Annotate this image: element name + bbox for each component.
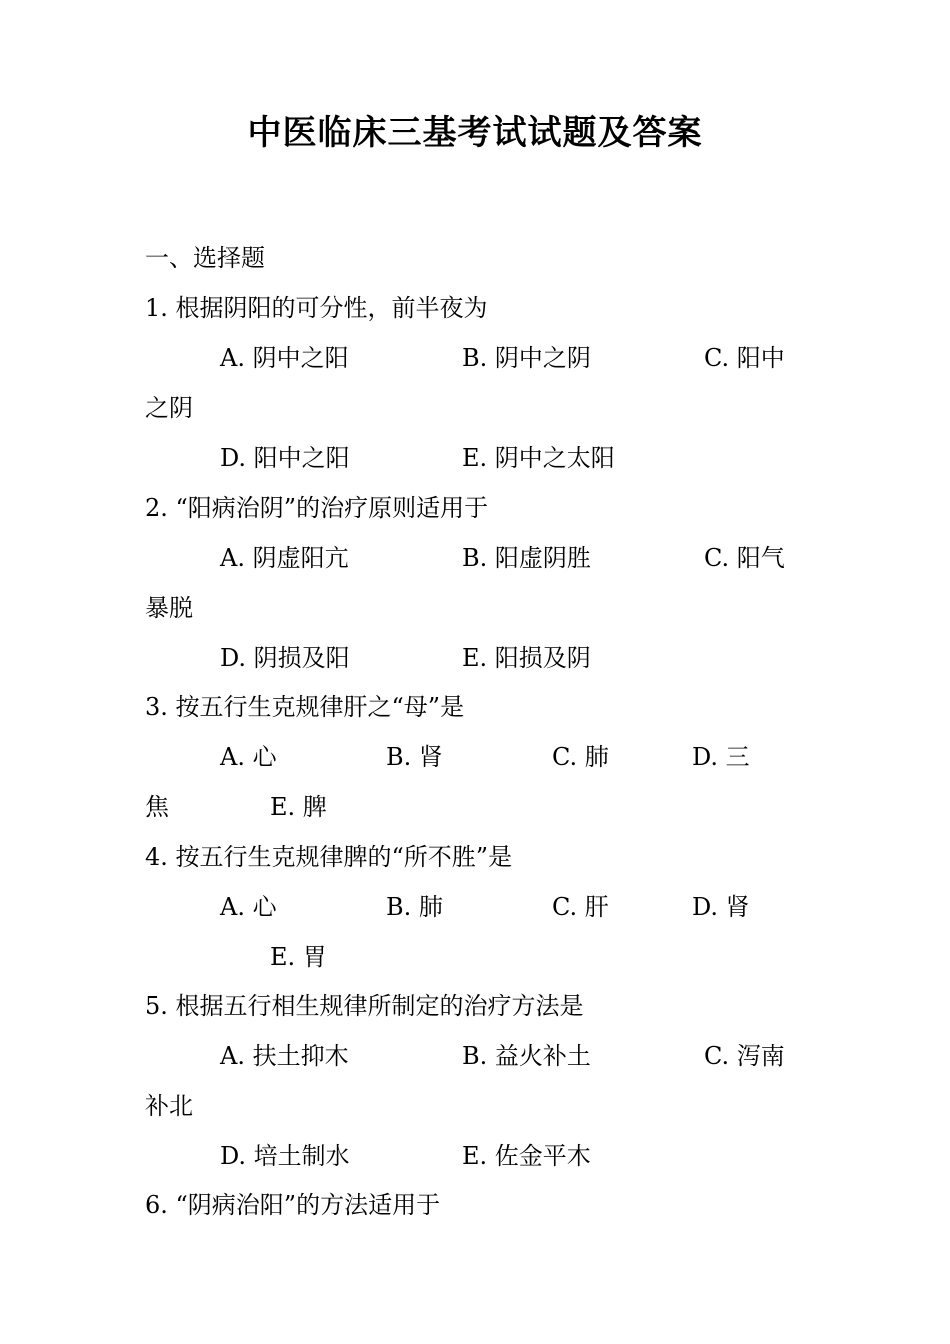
q2-option-c: C. 阳气 xyxy=(704,544,785,572)
section-heading: 一、选择题 xyxy=(145,244,265,272)
q2-option-a: A. 阴虚阳亢 xyxy=(220,544,349,572)
q1-option-c: C. 阳中 xyxy=(704,344,785,372)
question-5-stem: 5. 根据五行相生规律所制定的治疗方法是 xyxy=(145,992,584,1020)
q1-option-b: B. 阴中之阴 xyxy=(462,344,591,372)
q3-option-e: E. 脾 xyxy=(270,793,327,821)
q5-option-b: B. 益火补土 xyxy=(462,1042,591,1070)
q2-option-c-wrap: 暴脱 xyxy=(145,594,193,622)
page-title: 中医临床三基考试试题及答案 xyxy=(247,113,703,153)
question-3-stem: 3. 按五行生克规律肝之“母”是 xyxy=(145,693,465,721)
q3-option-d-wrap: 焦 xyxy=(145,793,169,821)
question-2-stem: 2. “阳病治阴”的治疗原则适用于 xyxy=(145,494,489,522)
q4-option-b: B. 肺 xyxy=(386,893,443,921)
q5-option-c-wrap: 补北 xyxy=(145,1092,193,1120)
q3-option-c: C. 肺 xyxy=(552,743,609,771)
q2-option-e: E. 阳损及阴 xyxy=(462,644,591,672)
q4-option-c: C. 肝 xyxy=(552,893,609,921)
q1-option-a: A. 阴中之阳 xyxy=(220,344,349,372)
q3-option-d: D. 三 xyxy=(692,743,750,771)
q5-option-a: A. 扶土抑木 xyxy=(220,1042,349,1070)
q4-option-e: E. 胃 xyxy=(270,943,327,971)
question-1-stem: 1. 根据阴阳的可分性，前半夜为 xyxy=(145,294,488,322)
q1-option-d: D. 阳中之阳 xyxy=(220,444,350,472)
q5-option-c: C. 泻南 xyxy=(704,1042,785,1070)
q1-option-c-wrap: 之阴 xyxy=(145,394,193,422)
q3-option-b: B. 肾 xyxy=(386,743,443,771)
q4-option-a: A. 心 xyxy=(220,893,277,921)
q1-option-e: E. 阴中之太阳 xyxy=(462,444,615,472)
q4-option-d: D. 肾 xyxy=(692,893,750,921)
q5-option-e: E. 佐金平木 xyxy=(462,1142,591,1170)
q2-option-d: D. 阴损及阳 xyxy=(220,644,350,672)
q2-option-b: B. 阳虚阴胜 xyxy=(462,544,591,572)
q5-option-d: D. 培土制水 xyxy=(220,1142,350,1170)
question-4-stem: 4. 按五行生克规律脾的“所不胜”是 xyxy=(145,843,513,871)
question-6-stem: 6. “阴病治阳”的方法适用于 xyxy=(145,1191,441,1219)
q3-option-a: A. 心 xyxy=(220,743,277,771)
